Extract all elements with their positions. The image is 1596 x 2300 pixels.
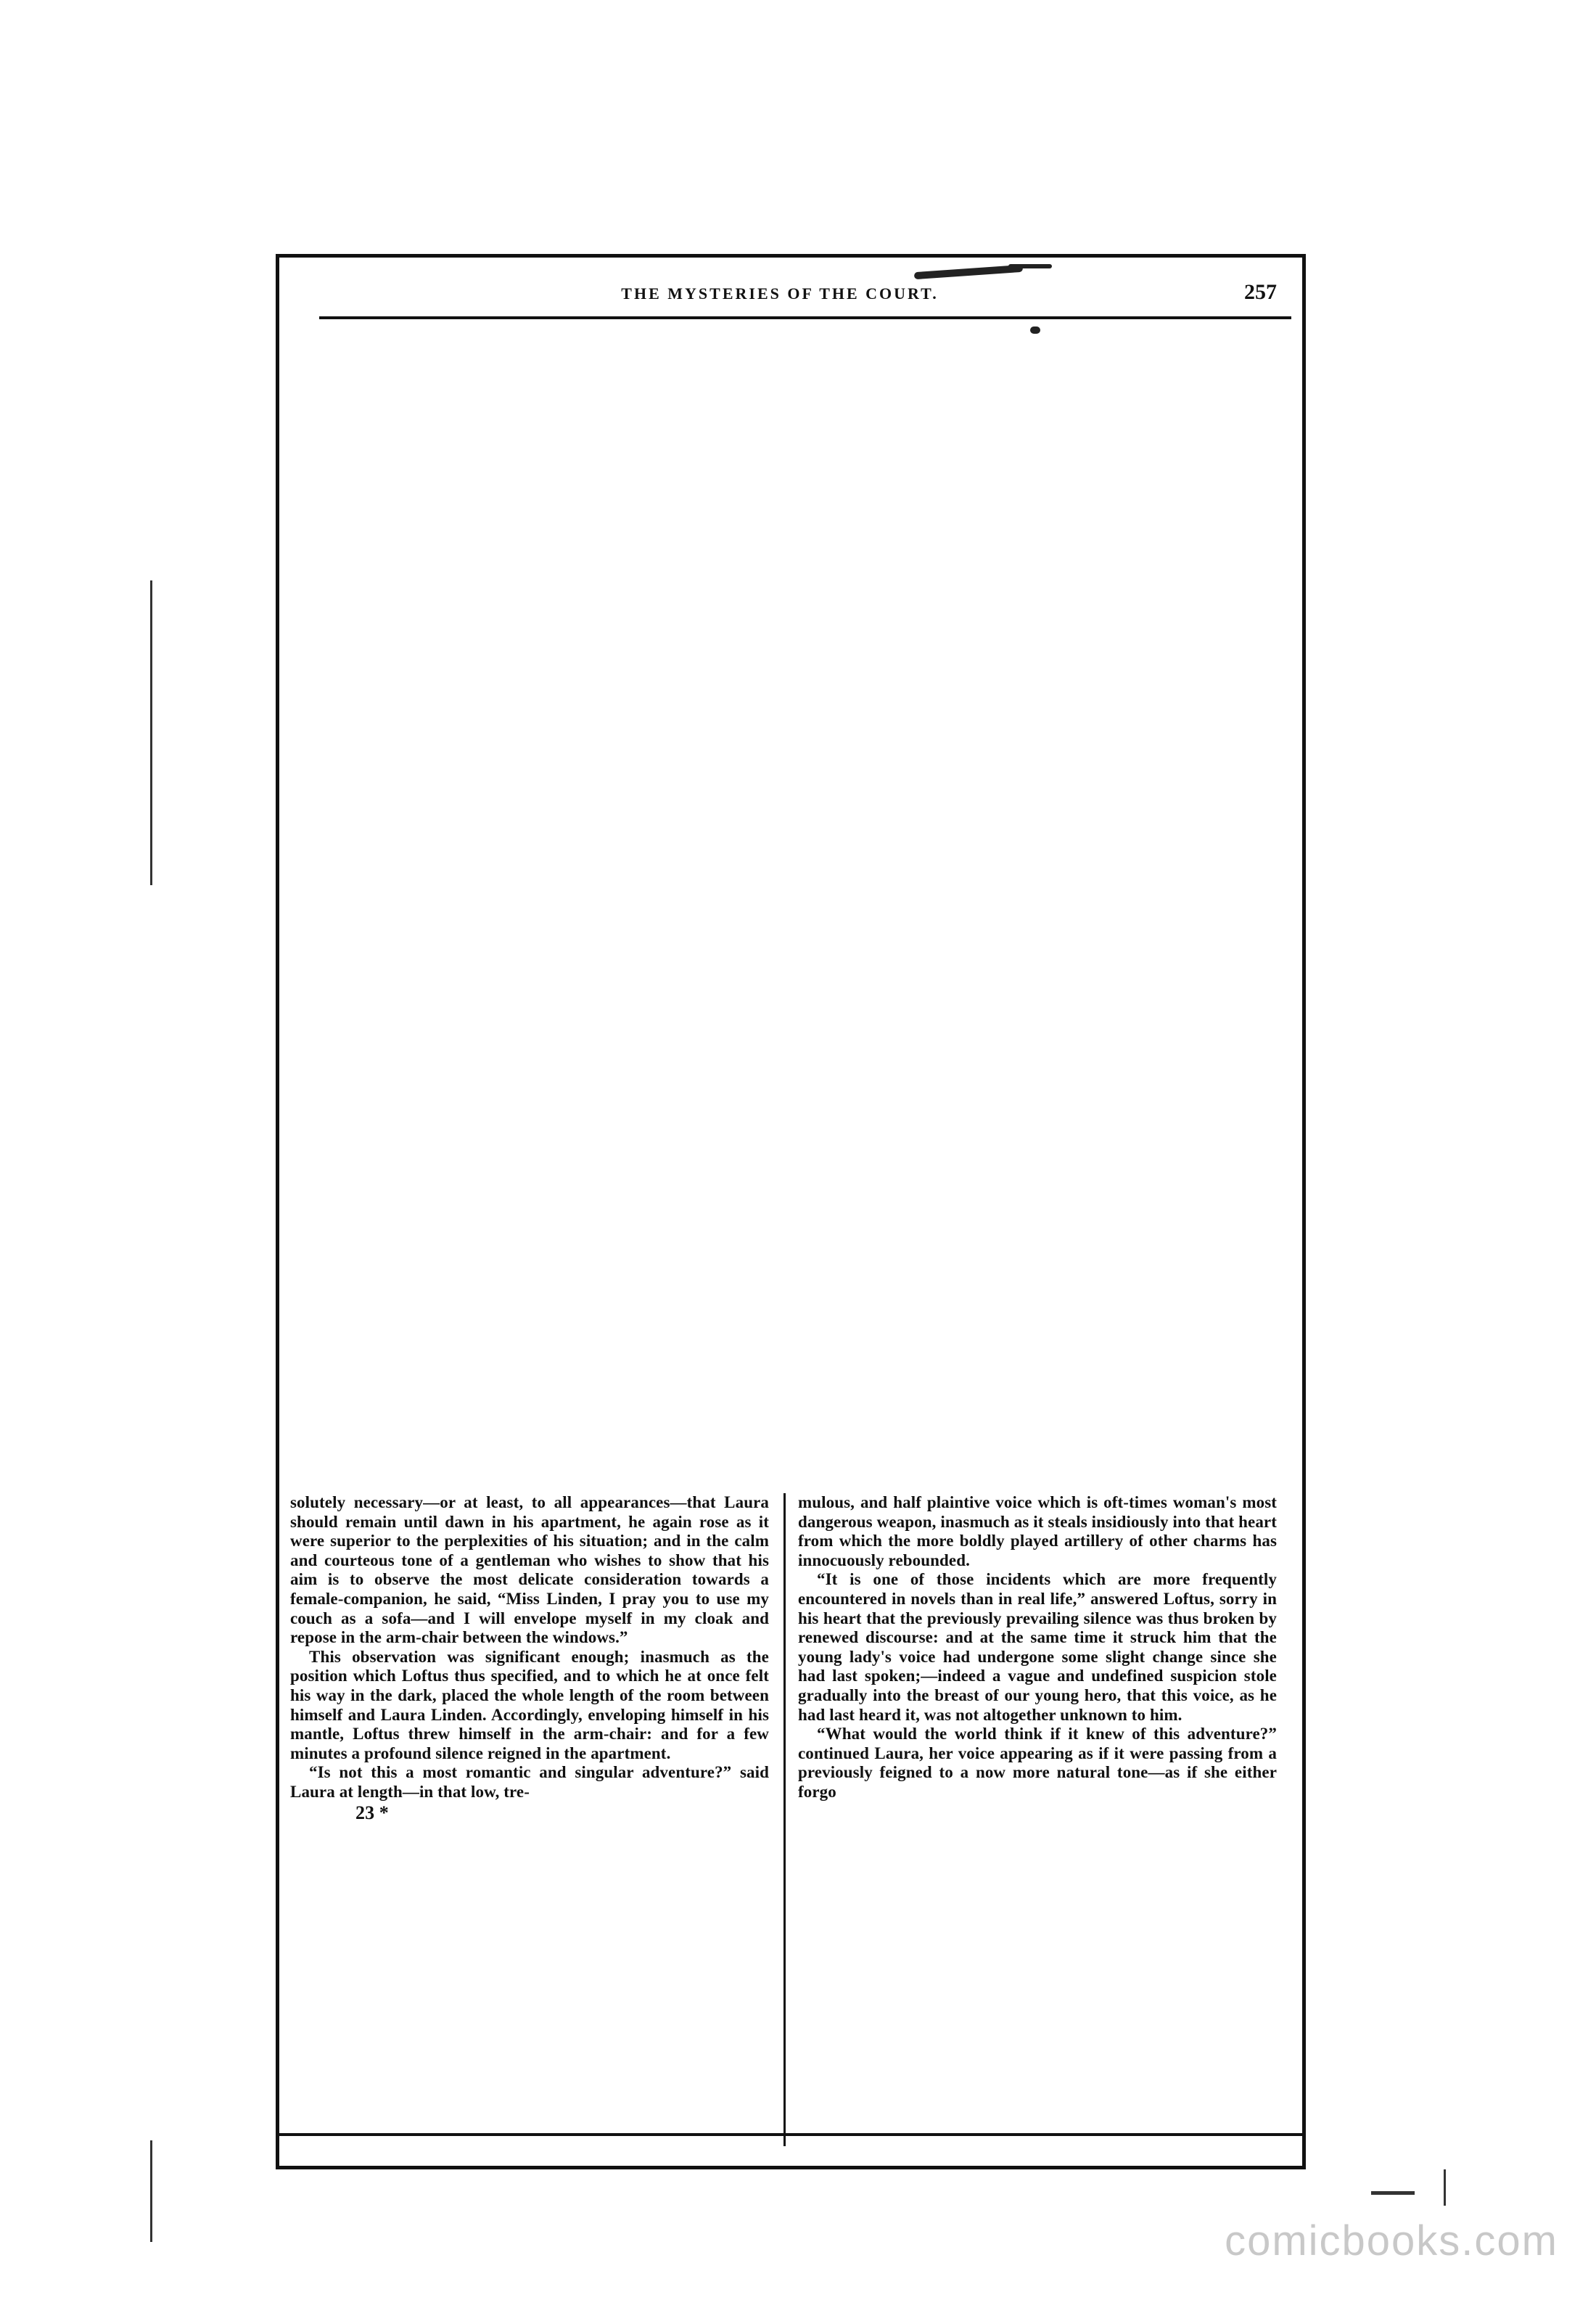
- watermark: comicbooks.com: [1225, 2217, 1558, 2264]
- column-divider: [783, 1493, 786, 2146]
- ink-smudge: [1030, 326, 1040, 334]
- frame-bottom-rule: [276, 2166, 1306, 2169]
- bottom-rule: [276, 2133, 1306, 2136]
- paragraph: “What would the world think if it knew of this adventure?” continued Laura, her voice appearing as if it were passing from a previously feigned to a now more natural tone—as if she either forgo: [798, 1725, 1277, 1801]
- scan-artifact-line: [1444, 2169, 1446, 2206]
- ink-smudge: [914, 265, 1023, 279]
- paragraph: This observation was significant enough; inasmuch as the position which Loftus thus specified, and to which he at once felt his way in the dark, placed the whole length of the room between himself and Laura Linden. Accordingly, enveloping himself in his mantle, Loftus threw himself in the arm-chair: and for a few minutes a profound silence reigned in the apartment.: [290, 1647, 769, 1762]
- page-header: [319, 280, 1277, 312]
- page-number: 257: [1244, 280, 1277, 304]
- paragraph: solutely necessary—or at least, to all appearances—that Laura should remain until dawn in his apartment, he again rose as it were superior to the perplexities of his situation; and in the calm and courteous tone of a gentleman who wishes to show that his aim is to observe the most delicate consideration towards a female-companion, he said, “Miss Linden, I pray you to use my couch as a sofa—and I will envelope myself in my cloak and repose in the arm-chair between the windows.”: [290, 1493, 769, 1647]
- header-rule: [319, 316, 1291, 319]
- running-title: THE MYSTERIES OF THE COURT.: [621, 284, 939, 303]
- paragraph: “Is not this a most romantic and singular adventure?” said Laura at length—in that low, tre-: [290, 1763, 769, 1801]
- frame-top-rule: [276, 254, 1306, 258]
- scan-artifact-line: [150, 580, 152, 885]
- signature-mark: 23 *: [355, 1802, 389, 1823]
- paragraph: “It is one of those incidents which are more frequently encountered in novels than in real life,” answered Loftus, sorry in his heart that the previously prevailing silence was thus broken by renewed discourse: and at the same time it struck him that the young lady's voice had undergone some slight change since she had last spoken;—indeed a vague and undefined suspicion stole gradually into the breast of our young hero, that this voice, as he had last heard it, was not altogether unknown to him.: [798, 1570, 1277, 1724]
- frame-left-rule: [276, 254, 279, 2169]
- paragraph: mulous, and half plaintive voice which is oft-times woman's most dangerous weapon, inasmuch as it steals insidiously into that heart from which the more boldly played artillery of other charms has innocuously rebounded.: [798, 1493, 1277, 1569]
- ink-smudge: [1008, 264, 1052, 268]
- right-column: [798, 1493, 1277, 1802]
- scan-artifact-line: [1371, 2191, 1415, 2195]
- scan-artifact-line: [150, 2140, 152, 2242]
- text-columns: [290, 1493, 1299, 2161]
- frame-right-rule: [1302, 254, 1306, 2169]
- left-column: [290, 1493, 769, 1823]
- page-frame: [276, 254, 1306, 2169]
